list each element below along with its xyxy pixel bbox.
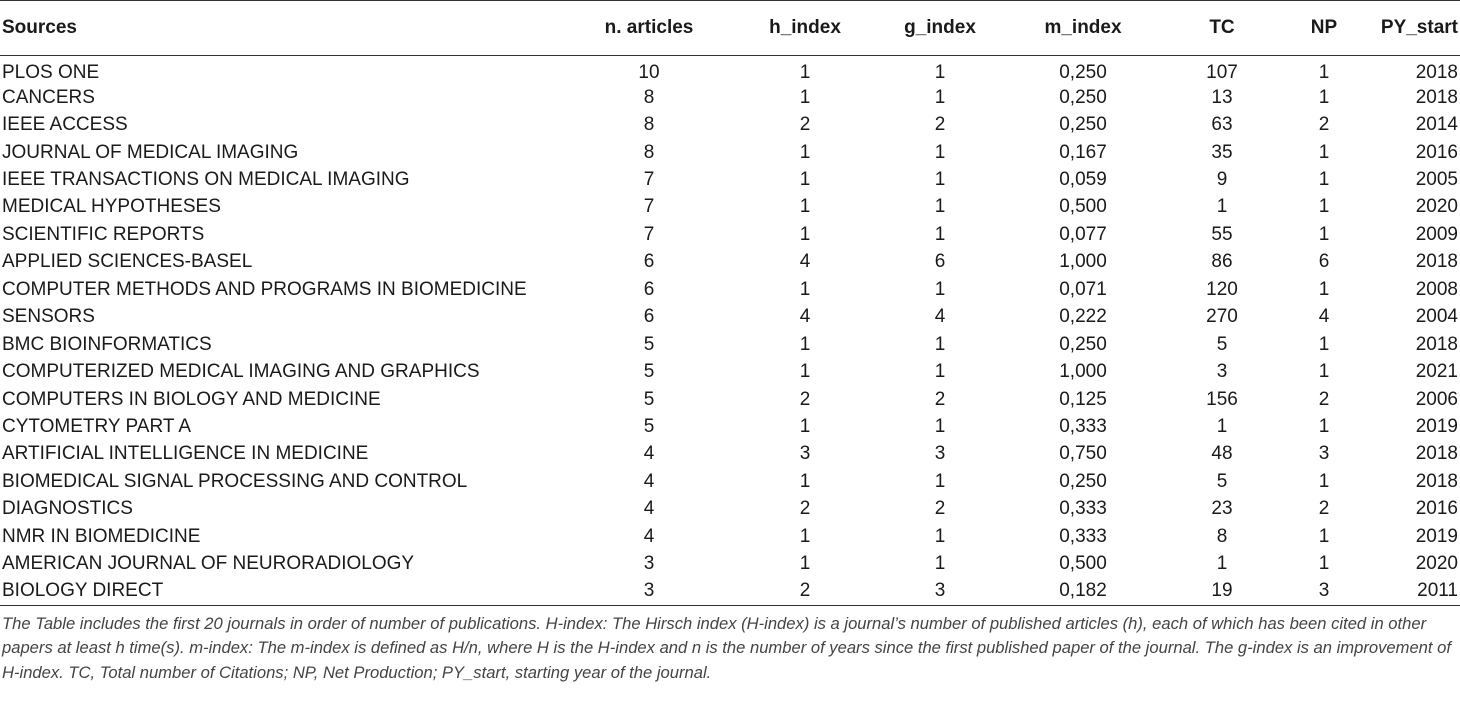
- table-row: [0, 249, 1460, 276]
- tc-cell: 1: [1216, 553, 1228, 575]
- g-index-cell: 2: [934, 388, 946, 410]
- py-start-cell: 2020: [1415, 553, 1458, 575]
- n-articles-cell: 3: [643, 553, 655, 575]
- tc-cell: 55: [1211, 223, 1233, 245]
- py-start-cell: 2005: [1415, 169, 1458, 191]
- g-index-cell: 1: [934, 169, 946, 191]
- tc-cell: 23: [1211, 498, 1233, 520]
- source-cell: SCIENTIFIC REPORTS: [2, 223, 205, 245]
- table-row: [0, 468, 1460, 495]
- m-index-cell: 0,222: [1059, 306, 1107, 328]
- source-cell: DIAGNOSTICS: [2, 498, 133, 520]
- source-cell: SENSORS: [2, 306, 95, 328]
- np-cell: 1: [1318, 470, 1330, 492]
- g-index-cell: 2: [934, 114, 946, 136]
- n-articles-cell: 10: [638, 62, 660, 83]
- table-row: [0, 84, 1460, 111]
- source-cell: AMERICAN JOURNAL OF NEURORADIOLOGY: [2, 553, 415, 575]
- np-cell: 1: [1318, 141, 1330, 163]
- np-cell: 1: [1318, 278, 1330, 300]
- column-header-py-start: PY_start: [1380, 17, 1458, 38]
- table-row: [0, 441, 1460, 468]
- table-row: [0, 276, 1460, 303]
- g-index-cell: 1: [934, 525, 946, 547]
- h-index-cell: 2: [799, 580, 811, 602]
- g-index-cell: 1: [934, 141, 946, 163]
- source-cell: CYTOMETRY PART A: [2, 415, 192, 437]
- tc-cell: 48: [1211, 443, 1233, 465]
- column-header-np: NP: [1310, 17, 1338, 38]
- g-index-cell: 4: [934, 306, 946, 328]
- m-index-cell: 0,125: [1059, 388, 1107, 410]
- tc-cell: 5: [1216, 333, 1228, 355]
- np-cell: 2: [1318, 498, 1330, 520]
- tc-cell: 86: [1211, 251, 1233, 273]
- h-index-cell: 1: [799, 415, 811, 437]
- table-row: [0, 331, 1460, 358]
- py-start-cell: 2011: [1417, 580, 1458, 602]
- source-cell: MEDICAL HYPOTHESES: [2, 196, 221, 218]
- m-index-cell: 0,500: [1059, 196, 1107, 218]
- h-index-cell: 2: [799, 498, 811, 520]
- m-index-cell: 0,167: [1059, 141, 1107, 163]
- n-articles-cell: 7: [643, 223, 655, 245]
- m-index-cell: 0,059: [1059, 169, 1107, 191]
- tc-cell: 63: [1211, 114, 1233, 136]
- g-index-cell: 3: [934, 443, 946, 465]
- n-articles-cell: 8: [643, 86, 655, 108]
- py-start-cell: 2008: [1415, 278, 1458, 300]
- h-index-cell: 4: [799, 251, 811, 273]
- tc-cell: 120: [1206, 278, 1238, 300]
- n-articles-cell: 7: [643, 169, 655, 191]
- header-row: [0, 1, 1460, 56]
- np-cell: 3: [1318, 580, 1330, 602]
- h-index-cell: 3: [799, 443, 811, 465]
- m-index-cell: 1,000: [1059, 251, 1107, 273]
- h-index-cell: 1: [799, 553, 811, 575]
- h-index-cell: 1: [799, 169, 811, 191]
- n-articles-cell: 5: [643, 361, 655, 383]
- table-row: [0, 523, 1460, 550]
- tc-cell: 5: [1216, 470, 1228, 492]
- m-index-cell: 0,250: [1059, 114, 1107, 136]
- tc-cell: 1: [1216, 415, 1228, 437]
- n-articles-cell: 4: [643, 498, 655, 520]
- np-cell: 1: [1318, 361, 1330, 383]
- np-cell: 1: [1318, 415, 1330, 437]
- g-index-cell: 2: [934, 498, 946, 520]
- py-start-cell: 2009: [1415, 223, 1458, 245]
- m-index-cell: 0,250: [1059, 62, 1107, 83]
- m-index-cell: 0,750: [1059, 443, 1107, 465]
- source-cell: JOURNAL OF MEDICAL IMAGING: [2, 141, 299, 163]
- n-articles-cell: 4: [643, 443, 655, 465]
- g-index-cell: 3: [934, 580, 946, 602]
- py-start-cell: 2018: [1415, 470, 1458, 492]
- np-cell: 1: [1318, 169, 1330, 191]
- m-index-cell: 1,000: [1059, 361, 1107, 383]
- tc-cell: 3: [1216, 361, 1228, 383]
- source-cell: BMC BIOINFORMATICS: [2, 333, 212, 355]
- m-index-cell: 0,250: [1059, 470, 1107, 492]
- column-header-h-index: h_index: [769, 17, 841, 38]
- py-start-cell: 2016: [1415, 141, 1458, 163]
- source-cell: ARTIFICIAL INTELLIGENCE IN MEDICINE: [2, 443, 369, 465]
- n-articles-cell: 5: [643, 333, 655, 355]
- table-row: [0, 550, 1460, 577]
- m-index-cell: 0,071: [1059, 278, 1107, 300]
- source-cell: COMPUTERIZED MEDICAL IMAGING AND GRAPHICS: [2, 361, 480, 383]
- m-index-cell: 0,333: [1059, 498, 1107, 520]
- np-cell: 1: [1318, 62, 1330, 83]
- g-index-cell: 1: [934, 62, 946, 83]
- n-articles-cell: 5: [643, 415, 655, 437]
- table-row: [0, 413, 1460, 440]
- tc-cell: 107: [1206, 62, 1238, 83]
- table-row: [0, 194, 1460, 221]
- source-cell: COMPUTER METHODS AND PROGRAMS IN BIOMEDICINE: [2, 278, 527, 300]
- n-articles-cell: 7: [643, 196, 655, 218]
- table-row: [0, 166, 1460, 193]
- np-cell: 1: [1318, 525, 1330, 547]
- table-row: [0, 496, 1460, 523]
- h-index-cell: 1: [799, 525, 811, 547]
- py-start-cell: 2004: [1415, 306, 1458, 328]
- column-header-tc: TC: [1209, 17, 1235, 38]
- table-row: [0, 304, 1460, 331]
- g-index-cell: 1: [934, 553, 946, 575]
- table-header: [0, 1, 1460, 56]
- tc-cell: 1: [1216, 196, 1228, 218]
- g-index-cell: 1: [934, 196, 946, 218]
- m-index-cell: 0,333: [1059, 525, 1107, 547]
- g-index-cell: 1: [934, 223, 946, 245]
- py-start-cell: 2021: [1415, 361, 1458, 383]
- m-index-cell: 0,333: [1059, 415, 1107, 437]
- py-start-cell: 2014: [1415, 114, 1458, 136]
- py-start-cell: 2018: [1415, 86, 1458, 108]
- n-articles-cell: 5: [643, 388, 655, 410]
- table-row: [0, 111, 1460, 138]
- m-index-cell: 0,250: [1059, 86, 1107, 108]
- n-articles-cell: 3: [643, 580, 655, 602]
- source-cell: APPLIED SCIENCES-BASEL: [2, 251, 253, 273]
- table-row: [0, 578, 1460, 605]
- tc-cell: 35: [1211, 141, 1233, 163]
- h-index-cell: 1: [799, 86, 811, 108]
- h-index-cell: 2: [799, 388, 811, 410]
- table-row: [0, 358, 1460, 385]
- h-index-cell: 1: [799, 361, 811, 383]
- tc-cell: 9: [1216, 169, 1228, 191]
- np-cell: 1: [1318, 333, 1330, 355]
- h-index-cell: 1: [799, 333, 811, 355]
- m-index-cell: 0,250: [1059, 333, 1107, 355]
- n-articles-cell: 6: [643, 278, 655, 300]
- g-index-cell: 1: [934, 415, 946, 437]
- g-index-cell: 1: [934, 470, 946, 492]
- tc-cell: 13: [1211, 86, 1233, 108]
- g-index-cell: 1: [934, 278, 946, 300]
- h-index-cell: 1: [799, 223, 811, 245]
- h-index-cell: 2: [799, 114, 811, 136]
- g-index-cell: 6: [934, 251, 946, 273]
- g-index-cell: 1: [934, 333, 946, 355]
- column-header-sources: Sources: [2, 17, 77, 38]
- table-footnote: The Table includes the first 20 journals in order of number of publications. H-index: The Hirsch index (H-index) is a journal’s number of published articles (h), each of which has been cited in other papers at least h time(s). m-index: The m-index is defined as H/n, where H is the H-index and n is the number of years since the first published paper of the journal. The g-index is an improvement of H-index. TC, Total number of Citations; NP, Net Production; PY_start, starting year of the journal.: [2, 613, 1451, 682]
- source-cell: NMR IN BIOMEDICINE: [2, 525, 201, 547]
- m-index-cell: 0,182: [1059, 580, 1107, 602]
- np-cell: 6: [1318, 251, 1330, 273]
- py-start-cell: 2020: [1415, 196, 1458, 218]
- n-articles-cell: 6: [643, 306, 655, 328]
- py-start-cell: 2018: [1415, 333, 1458, 355]
- source-cell: BIOMEDICAL SIGNAL PROCESSING AND CONTROL: [2, 470, 468, 492]
- py-start-cell: 2016: [1415, 498, 1458, 520]
- np-cell: 1: [1318, 553, 1330, 575]
- np-cell: 4: [1318, 306, 1330, 328]
- py-start-cell: 2006: [1415, 388, 1458, 410]
- h-index-cell: 1: [799, 278, 811, 300]
- g-index-cell: 1: [934, 86, 946, 108]
- source-cell: COMPUTERS IN BIOLOGY AND MEDICINE: [2, 388, 381, 410]
- g-index-cell: 1: [934, 361, 946, 383]
- py-start-cell: 2018: [1415, 62, 1458, 83]
- np-cell: 1: [1318, 223, 1330, 245]
- h-index-cell: 1: [799, 62, 811, 83]
- source-cell: IEEE ACCESS: [2, 114, 128, 136]
- tc-cell: 156: [1206, 388, 1238, 410]
- np-cell: 2: [1318, 388, 1330, 410]
- column-header-n-articles: n. articles: [604, 17, 694, 38]
- n-articles-cell: 8: [643, 141, 655, 163]
- m-index-cell: 0,500: [1059, 553, 1107, 575]
- py-start-cell: 2019: [1415, 525, 1458, 547]
- table-body: [0, 56, 1460, 606]
- n-articles-cell: 8: [643, 114, 655, 136]
- table-row: [0, 56, 1460, 85]
- n-articles-cell: 4: [643, 525, 655, 547]
- column-header-g-index: g_index: [904, 17, 976, 38]
- py-start-cell: 2018: [1415, 251, 1458, 273]
- np-cell: 1: [1318, 196, 1330, 218]
- h-index-cell: 1: [799, 470, 811, 492]
- n-articles-cell: 4: [643, 470, 655, 492]
- n-articles-cell: 6: [643, 251, 655, 273]
- np-cell: 2: [1318, 114, 1330, 136]
- h-index-cell: 1: [799, 141, 811, 163]
- source-cell: IEEE TRANSACTIONS ON MEDICAL IMAGING: [2, 169, 410, 191]
- tc-cell: 8: [1216, 525, 1228, 547]
- tc-cell: 270: [1206, 306, 1238, 328]
- source-cell: PLOS ONE: [2, 62, 100, 83]
- np-cell: 1: [1318, 86, 1330, 108]
- h-index-cell: 1: [799, 196, 811, 218]
- table-row: [0, 386, 1460, 413]
- table-row: [0, 139, 1460, 166]
- tc-cell: 19: [1211, 580, 1233, 602]
- m-index-cell: 0,077: [1059, 223, 1107, 245]
- source-cell: CANCERS: [2, 86, 95, 108]
- h-index-cell: 4: [799, 306, 811, 328]
- source-cell: BIOLOGY DIRECT: [2, 580, 164, 602]
- py-start-cell: 2019: [1415, 415, 1458, 437]
- py-start-cell: 2018: [1415, 443, 1458, 465]
- table-row: [0, 221, 1460, 248]
- column-header-m-index: m_index: [1044, 17, 1122, 38]
- np-cell: 3: [1318, 443, 1330, 465]
